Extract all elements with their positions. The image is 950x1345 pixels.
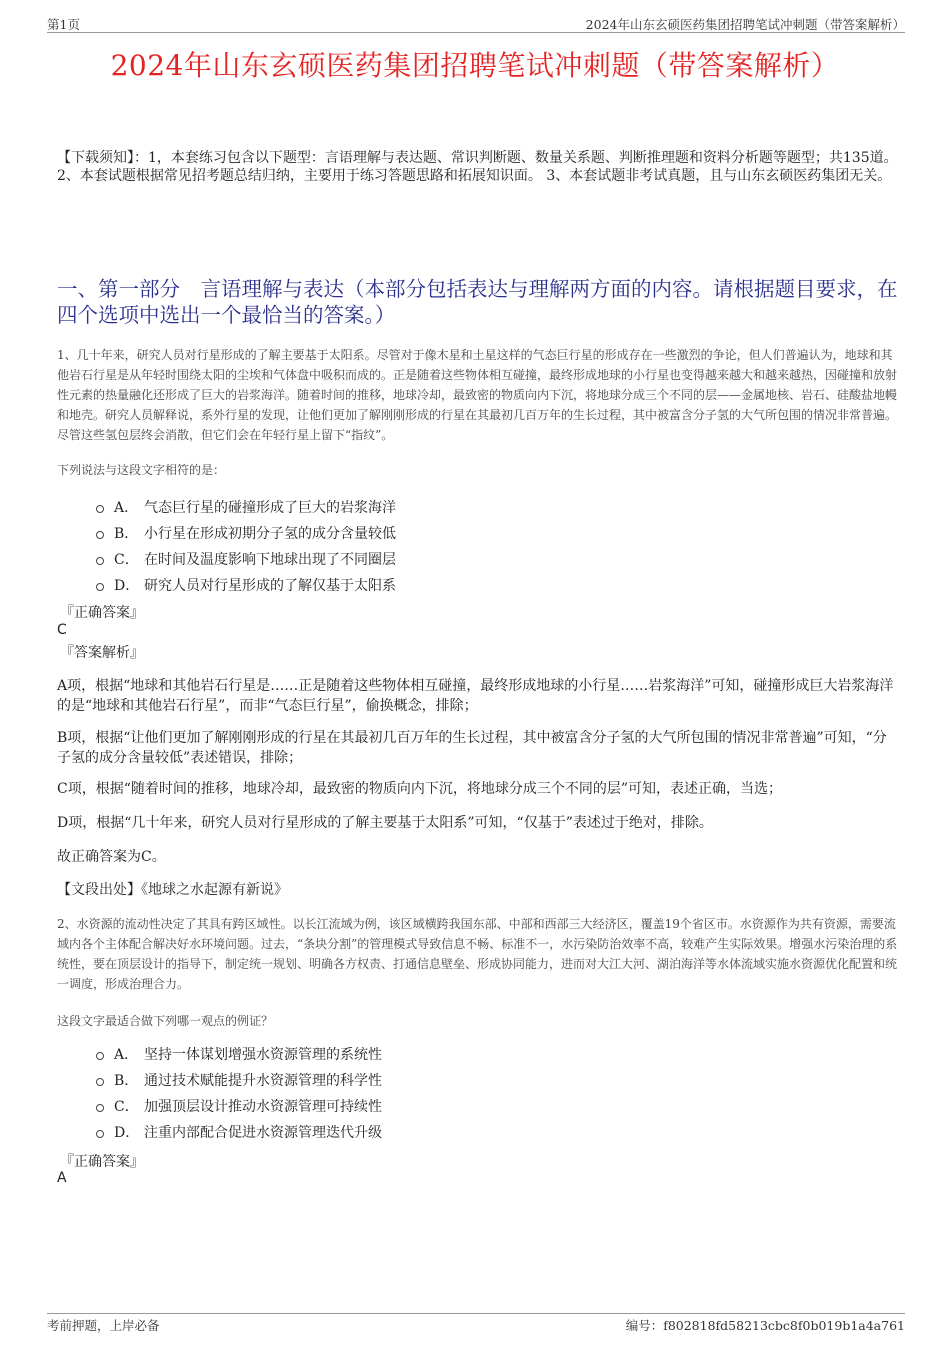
question-1-option-d[interactable]: D． 研究人员对行星形成的了解仅基于太阳系 <box>96 572 396 598</box>
question-1-prompt: 下列说法与这段文字相符的是： <box>57 463 226 477</box>
question-2-option-a[interactable]: A． 坚持一体谋划增强水资源管理的系统性 <box>96 1041 382 1067</box>
footer-serial: 编号：f802818fd58213cbc8f0b019b1a4a761 <box>625 1318 905 1333</box>
question-2-options <box>96 1041 382 1145</box>
question-1-answer-label: 『正确答案』 <box>60 605 144 621</box>
question-1-text: 1、几十年来，研究人员对行星形成的了解主要基于太阳系。尽管对于像木星和土星这样的气态巨行星的形成存在一些激烈的争论，但人们普遍认为，地球和其他岩石行星是从年轻时围绕太阳的尘埃和气体盘中吸积而成的。正是随着这些物体相互碰撞，最终形成地球的小行星也变得越来越大和越来越热，因碰撞和放射性元素的热量融化还形成了巨大的岩浆海洋。随着时间的推移，地球冷却，最致密的物质向内下沉，将地球分成三个不同的层——金属地核、岩石、硅酸盐地幔和地壳。研究人员解释说，系外行星的发现，让他们更加了解刚刚形成的行星在其最初几百万年的生长过程，其中被富含分子氢的大气所包围的情况非常普遍。尽管这些氢包层终会消散，但它们会在年轻行星上留下“指纹”。 <box>57 348 898 442</box>
question-1-option-a[interactable]: A． 气态巨行星的碰撞形成了巨大的岩浆海洋 <box>96 494 396 520</box>
radio-icon[interactable] <box>96 1078 104 1086</box>
question-1-source: 【文段出处】《地球之水起源有新说》 <box>57 882 288 898</box>
question-1-analysis-label: 『答案解析』 <box>60 645 144 661</box>
question-1-options <box>96 494 396 598</box>
radio-icon[interactable] <box>96 505 104 513</box>
question-2-answer: A <box>57 1170 67 1186</box>
page-footer <box>47 1313 905 1334</box>
radio-icon[interactable] <box>96 1104 104 1112</box>
radio-icon[interactable] <box>96 1130 104 1138</box>
question-1-analysis-d: D项，根据“几十年来，研究人员对行星形成的了解主要基于太阳系”可知，“仅基于”表述过于绝对，排除。 <box>57 815 713 831</box>
question-2-option-d[interactable]: D． 注重内部配合促进水资源管理迭代升级 <box>96 1119 382 1145</box>
question-1-answer: C <box>57 622 67 638</box>
header-doc-title: 2024年山东玄硕医药集团招聘笔试冲刺题（带答案解析） <box>585 17 905 32</box>
radio-icon[interactable] <box>96 583 104 591</box>
radio-icon[interactable] <box>96 557 104 565</box>
page-number: 第1页 <box>47 17 80 32</box>
question-1-conclusion: 故正确答案为C。 <box>57 849 166 865</box>
document-title: 2024年山东玄硕医药集团招聘笔试冲刺题（带答案解析） <box>110 49 840 82</box>
question-1-option-c[interactable]: C． 在时间及温度影响下地球出现了不同圈层 <box>96 546 396 572</box>
section-title: 一、第一部分 言语理解与表达（本部分包括表达与理解两方面的内容。请根据题目要求，在四个选项中选出一个最恰当的答案。） <box>57 277 898 327</box>
question-1-analysis-a: A项，根据“地球和其他岩石行星是……正是随着这些物体相互碰撞，最终形成地球的小行星……岩浆海洋”可知，碰撞形成巨大岩浆海洋的是“地球和其他岩石行星”，而非“气态巨行星”，偷换概念，排除； <box>57 678 894 714</box>
radio-icon[interactable] <box>96 531 104 539</box>
question-1-option-b[interactable]: B． 小行星在形成初期分子氢的成分含量较低 <box>96 520 396 546</box>
question-2-text: 2、水资源的流动性决定了其具有跨区域性。以长江流域为例，该区域横跨我国东部、中部和西部三大经济区，覆盖19个省区市。水资源作为共有资源，需要流域内各个主体配合解决好水环境问题。过去，“条块分割”的管理模式导致信息不畅、标准不一，水污染防治效率不高，较难产生实际效果。增强水污染治理的系统性，要在顶层设计的指导下，制定统一规划、明确各方权责、打通信息壁垒、形成协同能力，进而对大江大河、湖泊海洋等水体流域实施水资源优化配置和统一调度，形成治理合力。 <box>57 917 898 991</box>
question-2-prompt: 这段文字最适合做下列哪一观点的例证？ <box>57 1014 274 1028</box>
radio-icon[interactable] <box>96 1052 104 1060</box>
download-notice: 【下载须知】：1，本套练习包含以下题型：言语理解与表达题、常识判断题、数量关系题、判断推理题和资料分析题等题型；共135道。 2、本套试题根据常见招考题总结归纳，主要用于练习答题思路和拓展知识面。 3、本套试题非考试真题，且与山东玄硕医药集团无关。 <box>57 150 898 184</box>
question-1-analysis-b: B项，根据“让他们更加了解刚刚形成的行星在其最初几百万年的生长过程，其中被富含分子氢的大气所包围的情况非常普遍”可知，“分子氢的成分含量较低”表述错误，排除； <box>57 730 887 766</box>
question-2-answer-label: 『正确答案』 <box>60 1154 144 1170</box>
page-header <box>47 12 905 33</box>
question-2-option-b[interactable]: B． 通过技术赋能提升水资源管理的科学性 <box>96 1067 382 1093</box>
question-2-option-c[interactable]: C． 加强顶层设计推动水资源管理可持续性 <box>96 1093 382 1119</box>
footer-slogan: 考前押题，上岸必备 <box>47 1318 160 1333</box>
question-1-analysis-c: C项，根据“随着时间的推移，地球冷却，最致密的物质向内下沉，将地球分成三个不同的层”可知，表述正确，当选； <box>57 781 783 797</box>
